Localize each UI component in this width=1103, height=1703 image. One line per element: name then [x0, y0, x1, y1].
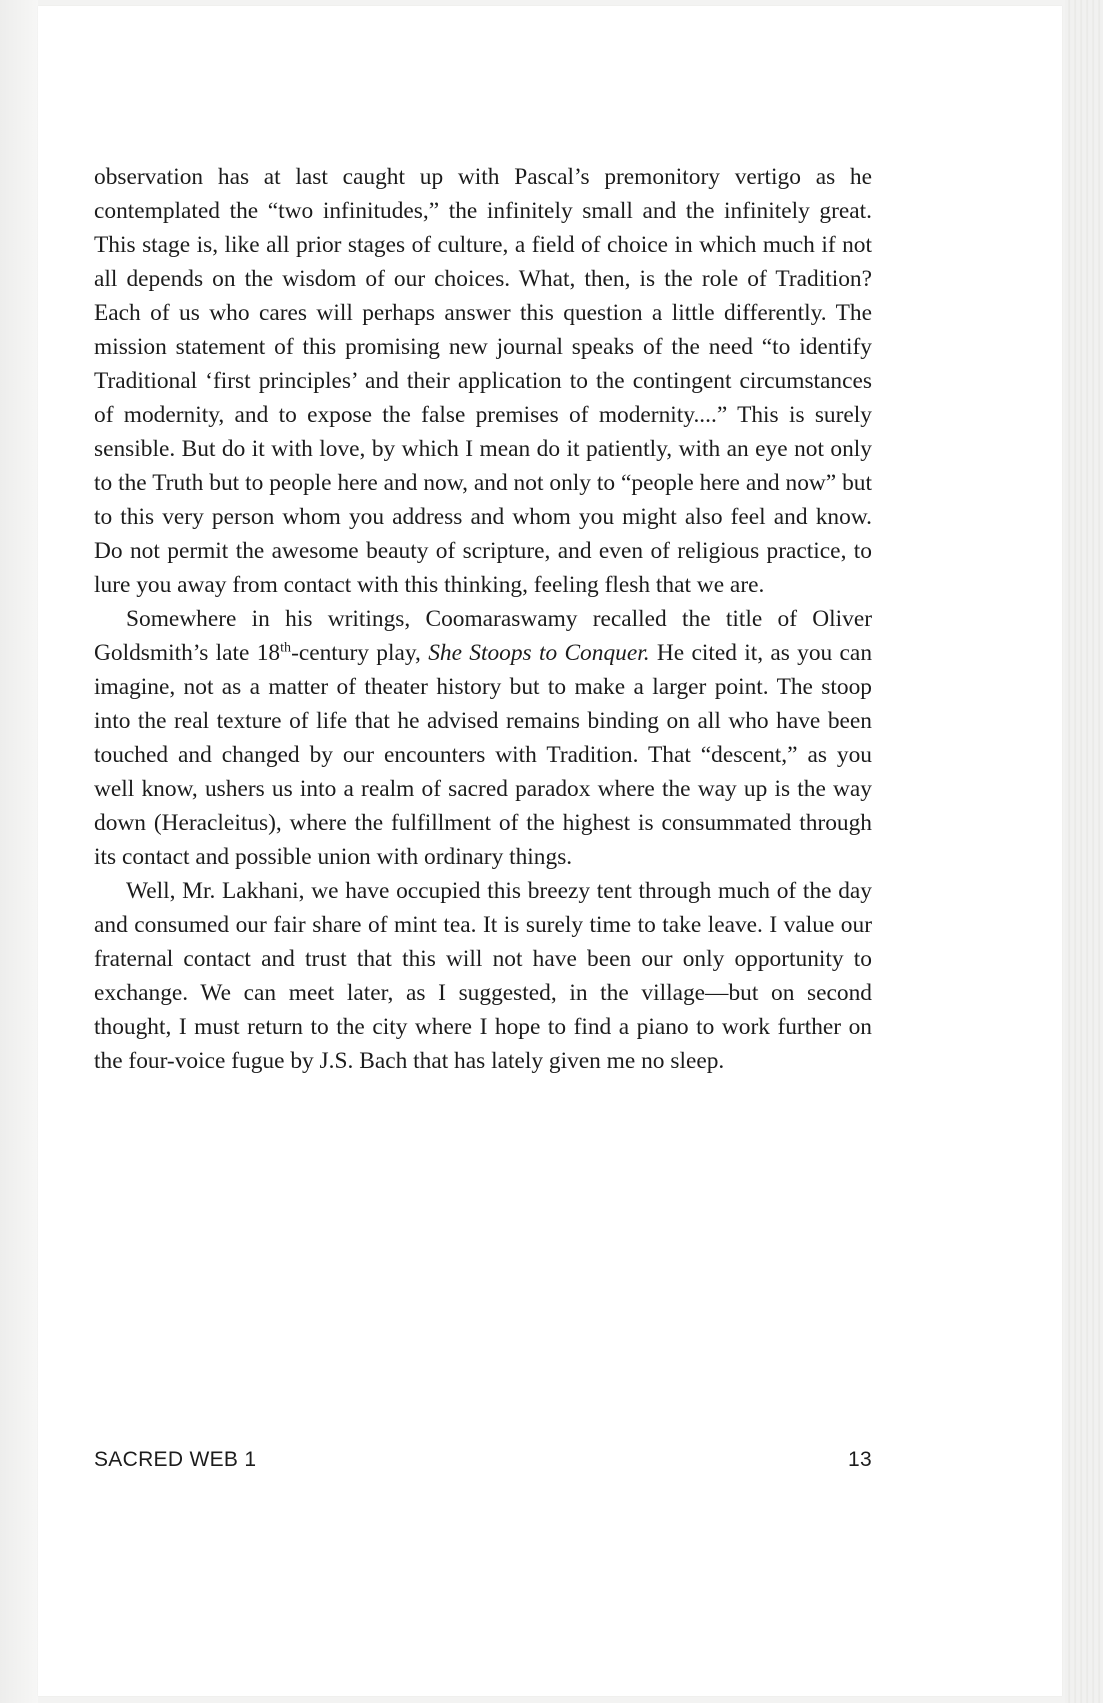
- play-title: She Stoops to Conquer.: [428, 640, 650, 666]
- ordinal-superscript: th: [280, 639, 292, 656]
- page-edge-stack: [1065, 0, 1103, 1703]
- paragraph-3: Well, Mr. Lakhani, we have occupied this breezy tent through much of the day and consumed our fair share of mint tea. It is surely time to take leave. I value our fraternal contact and trust that this will not have been our only opportunity to exchange. We can meet later, as I suggested, in the village—but on second thought, I must return to the city where I hope to find a piano to work further on the four-voice fugue by J.S. Bach that has lately given me no sleep.: [94, 878, 872, 1074]
- body-text: [94, 160, 872, 1078]
- paragraph-2-text-mid: -century play,: [291, 640, 429, 666]
- paragraph-2-text-end: He cited it, as you can imagine, not as a matter of theater history but to make a larger point. The stoop into the real texture of life that he advised remains binding on all who have been touched and changed by our encounters with Tradition. That “descent,” as you well know, ushers us into a realm of sacred paradox where the way up is the way down (Heracleitus), where the fulfillment of the highest is consummated through its contact and possible union with ordinary things.: [94, 640, 873, 870]
- paragraph-2-text-start: Somewhere in his writings, Coomaraswamy recalled the title of Oliver Goldsmith’s late 18: [94, 606, 872, 666]
- paragraph-1: observation has at last caught up with Pascal’s premonitory vertigo as he contemplated the “two infinitudes,” the infinitely small and the infinitely great. This stage is, like all prior stages of culture, a field of choice in which much if not all depends on the wisdom of our choices. What, then, is the role of Tradition? Each of us who cares will perhaps answer this question a little differently. The mission statement of this promising new journal speaks of the need “to identify Traditional ‘first principles’ and their application to the contingent circumstances of modernity, and to expose the false premises of modernity....” This is surely sensible. But do it with love, by which I mean do it patiently, with an eye not only to the Truth but to people here and now, and not only to “people here and now” but to this very person whom you address and whom you might also feel and know. Do not permit the awesome beauty of scripture, and even of religious practice, to lure you away from contact with this thinking, feeling flesh that we are.: [94, 164, 872, 598]
- journal-name: SACRED WEB 1: [94, 1448, 257, 1471]
- paragraph-2: [94, 602, 872, 874]
- page-left-margin: [0, 0, 38, 1703]
- page-number: 13: [848, 1448, 872, 1471]
